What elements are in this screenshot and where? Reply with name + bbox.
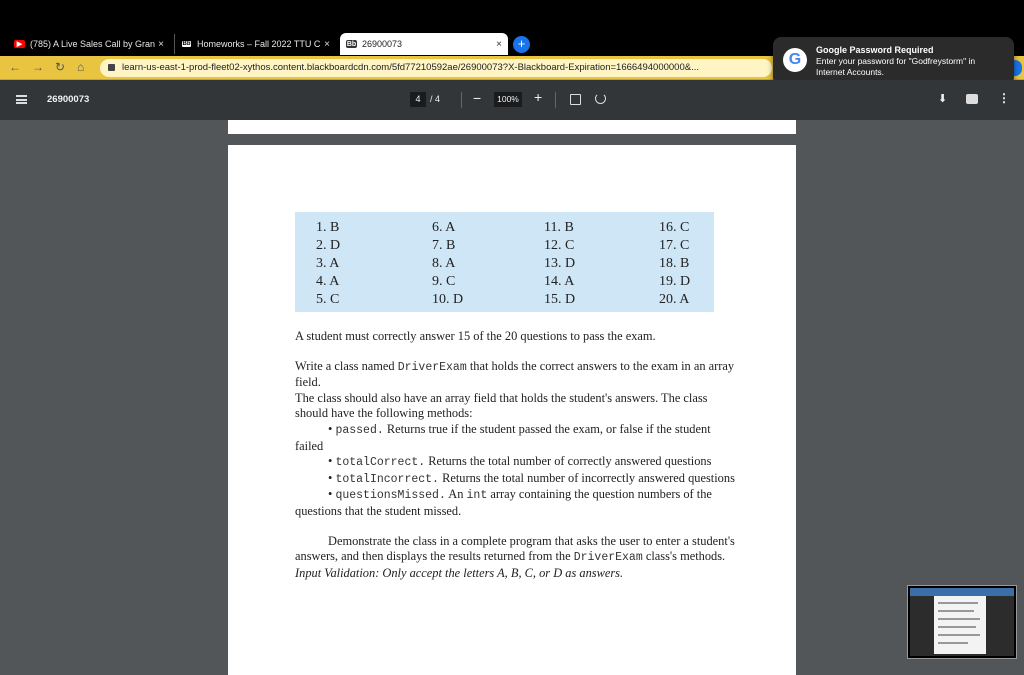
fit-page-icon[interactable] <box>570 94 581 105</box>
lock-icon <box>108 64 115 71</box>
input-validation: Input Validation: Only accept the letters A, B, C, or D as answers. <box>295 565 624 580</box>
close-icon[interactable]: × <box>158 38 164 50</box>
problem-text <box>295 329 735 581</box>
answer-item: 17. C <box>659 238 690 253</box>
document-title: 26900073 <box>47 94 90 105</box>
pdf-toolbar <box>0 80 1024 120</box>
pass-rule: A student must correctly answer 15 of the 20 questions to pass the exam. <box>295 329 656 343</box>
reload-icon[interactable]: ↻ <box>55 60 66 74</box>
page-total: / 4 <box>430 94 441 104</box>
close-icon[interactable]: × <box>324 38 330 50</box>
thumbnail-line <box>938 634 980 636</box>
tab-youtube[interactable] <box>8 34 170 54</box>
method-total-correct: • totalCorrect. Returns the total number of correctly answered questions <box>328 454 712 470</box>
tab-title: 26900073 <box>362 39 403 49</box>
answer-column <box>316 219 340 309</box>
pdf-page <box>228 145 796 675</box>
answer-column <box>432 219 463 309</box>
url-input[interactable] <box>100 59 772 77</box>
blackboard-icon: Bb <box>346 40 357 48</box>
page-number-input[interactable]: 4 <box>410 92 426 107</box>
home-icon[interactable]: ⌂ <box>77 60 85 74</box>
zoom-input[interactable]: 100% <box>494 92 522 107</box>
zoom-in-button[interactable]: + <box>534 89 543 105</box>
answer-item: 8. A <box>432 256 456 271</box>
pdf-page-previous <box>228 120 796 134</box>
thumbnail-header <box>910 588 1014 596</box>
blackboard-icon: Bb <box>182 41 191 47</box>
back-icon[interactable]: ← <box>9 60 21 74</box>
close-icon[interactable]: × <box>496 38 502 50</box>
youtube-icon: ▶ <box>14 40 25 48</box>
method-questions-missed: • questionsMissed. An int array containing the question numbers of the questions that the student missed. <box>295 487 712 518</box>
answer-item: 20. A <box>659 292 690 307</box>
answer-item: 5. C <box>316 292 340 307</box>
method-passed: • passed. Returns true if the student passed the exam, or false if the student failed <box>295 421 711 453</box>
answer-item: 10. D <box>432 292 464 307</box>
answer-item: 14. A <box>544 274 575 289</box>
array-description: The class should also have an array field that holds the student's answers. The class should have the following methods: <box>295 390 708 421</box>
class-instructions: Write a class named DriverExam that holds the correct answers to the exam in an array field. <box>295 358 735 390</box>
answer-column <box>544 219 575 309</box>
password-notification[interactable] <box>773 37 1014 85</box>
answer-item: 9. C <box>432 274 456 289</box>
answer-item: 18. B <box>659 256 690 271</box>
thumbnail-line <box>938 626 976 628</box>
thumbnail-line <box>938 602 978 604</box>
menu-icon[interactable] <box>16 95 27 104</box>
answer-key-table <box>295 212 714 312</box>
answer-item: 19. D <box>659 274 691 289</box>
forward-icon[interactable]: → <box>32 60 44 74</box>
demo-instructions: Demonstrate the class in a complete program that asks the user to enter a student's answers, and then displays the results returned from the DriverExam class's methods. <box>295 533 735 565</box>
answer-item: 3. A <box>316 256 340 271</box>
google-icon: G <box>783 48 807 72</box>
answer-item: 16. C <box>659 220 690 235</box>
thumbnail-page <box>934 596 986 654</box>
answer-item: 2. D <box>316 238 341 253</box>
answer-column <box>659 219 690 309</box>
tab-homeworks[interactable] <box>174 34 336 54</box>
new-tab-button[interactable]: + <box>513 36 530 53</box>
divider <box>461 92 462 108</box>
thumbnail-line <box>938 642 968 644</box>
rotate-icon[interactable] <box>595 93 606 104</box>
method-total-incorrect: • totalIncorrect. Returns the total number of incorrectly answered questions <box>328 470 735 486</box>
thumbnail-line <box>938 610 974 612</box>
thumbnail-line <box>938 618 980 620</box>
download-icon[interactable]: ⬇ <box>938 93 948 105</box>
answer-item: 7. B <box>432 238 456 253</box>
answer-item: 11. B <box>544 220 574 235</box>
tab-active-pdf[interactable] <box>340 33 508 55</box>
tab-title: (785) A Live Sales Call by Gran <box>30 39 156 49</box>
answer-item: 1. B <box>316 220 340 235</box>
answer-item: 6. A <box>432 220 456 235</box>
notification-body: Enter your password for "Godfreystorm" in Internet Accounts. <box>816 56 976 77</box>
answer-item: 13. D <box>544 256 576 271</box>
print-icon[interactable] <box>966 94 978 104</box>
notification-title: Google Password Required <box>816 45 934 55</box>
screenshot-thumbnail[interactable] <box>908 586 1016 658</box>
zoom-out-button[interactable]: − <box>473 90 482 106</box>
answer-item: 4. A <box>316 274 340 289</box>
answer-item: 12. C <box>544 238 575 253</box>
more-options-icon[interactable]: ⋮ <box>998 91 1010 105</box>
divider <box>555 92 556 108</box>
answer-item: 15. D <box>544 292 576 307</box>
url-text: learn-us-east-1-prod-fleet02-xythos.content.blackboardcdn.com/5fd77210592ae/26900073?X-Blackboard-Expiration=1666494000000&... <box>122 62 699 73</box>
tab-title: Homeworks – Fall 2022 TTU C <box>197 39 321 49</box>
